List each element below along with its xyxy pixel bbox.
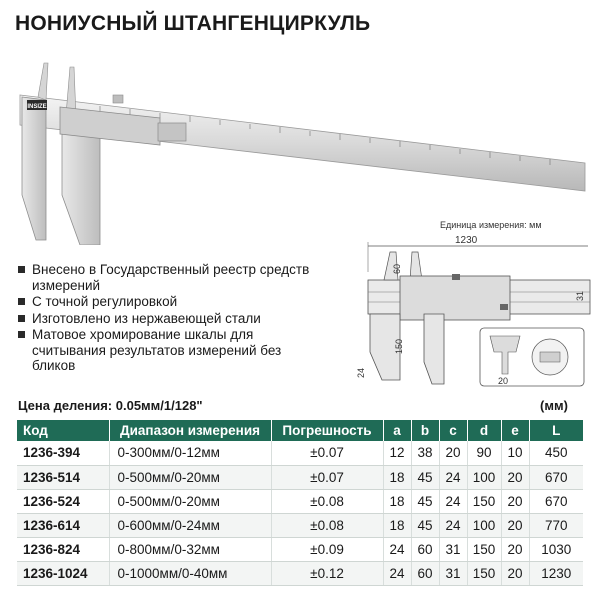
unit-label: Единица измерения: мм bbox=[440, 220, 542, 230]
cell-e: 20 bbox=[501, 561, 529, 585]
cell-c: 31 bbox=[439, 561, 467, 585]
header-e: e bbox=[501, 420, 529, 441]
cell-l: 670 bbox=[529, 465, 583, 489]
dim-height: 31 bbox=[575, 290, 585, 301]
cell-e: 20 bbox=[501, 537, 529, 561]
feature-item: С точной регулировкой bbox=[18, 294, 318, 310]
feature-item: Изготовлено из нержавеющей стали bbox=[18, 311, 318, 327]
cell-range: 0-800мм/0-32мм bbox=[109, 537, 271, 561]
cell-code: 1236-394 bbox=[17, 441, 109, 465]
cell-b: 60 bbox=[411, 537, 439, 561]
division-value: Цена деления: 0.05мм/1/128" bbox=[18, 398, 203, 413]
table-row bbox=[17, 465, 583, 489]
cell-c: 24 bbox=[439, 489, 467, 513]
cell-accuracy: ±0.07 bbox=[271, 441, 383, 465]
cell-accuracy: ±0.07 bbox=[271, 465, 383, 489]
cell-range: 0-300мм/0-12мм bbox=[109, 441, 271, 465]
cell-b: 45 bbox=[411, 489, 439, 513]
feature-list bbox=[18, 262, 318, 375]
technical-drawing bbox=[340, 212, 600, 392]
header-accuracy: Погрешность bbox=[271, 420, 383, 441]
spec-table bbox=[17, 420, 583, 586]
cell-a: 18 bbox=[383, 489, 411, 513]
cell-e: 20 bbox=[501, 489, 529, 513]
cell-b: 45 bbox=[411, 513, 439, 537]
cell-accuracy: ±0.08 bbox=[271, 513, 383, 537]
header-a: a bbox=[383, 420, 411, 441]
cell-l: 670 bbox=[529, 489, 583, 513]
cell-code: 1236-1024 bbox=[17, 561, 109, 585]
header-d: d bbox=[467, 420, 501, 441]
table-row bbox=[17, 537, 583, 561]
cell-e: 20 bbox=[501, 465, 529, 489]
cell-c: 31 bbox=[439, 537, 467, 561]
cell-range: 0-500мм/0-20мм bbox=[109, 465, 271, 489]
table-header-row bbox=[17, 420, 583, 441]
cell-c: 24 bbox=[439, 465, 467, 489]
cell-d: 150 bbox=[467, 561, 501, 585]
header-c: c bbox=[439, 420, 467, 441]
cell-b: 60 bbox=[411, 561, 439, 585]
cell-code: 1236-514 bbox=[17, 465, 109, 489]
cell-b: 45 bbox=[411, 465, 439, 489]
table-row bbox=[17, 441, 583, 465]
cell-e: 20 bbox=[501, 513, 529, 537]
header-l: L bbox=[529, 420, 583, 441]
cell-l: 770 bbox=[529, 513, 583, 537]
cell-accuracy: ±0.08 bbox=[271, 489, 383, 513]
cell-accuracy: ±0.09 bbox=[271, 537, 383, 561]
cell-code: 1236-824 bbox=[17, 537, 109, 561]
header-b: b bbox=[411, 420, 439, 441]
dim-length: 1230 bbox=[455, 235, 478, 246]
table-row bbox=[17, 513, 583, 537]
feature-item: Внесено в Государственный реестр средств измерений bbox=[18, 262, 318, 293]
cell-d: 100 bbox=[467, 513, 501, 537]
cell-a: 18 bbox=[383, 513, 411, 537]
cell-range: 0-600мм/0-24мм bbox=[109, 513, 271, 537]
cell-a: 24 bbox=[383, 537, 411, 561]
header-range: Диапазон измерения bbox=[109, 420, 271, 441]
units-label: (мм) bbox=[540, 398, 568, 413]
cell-a: 18 bbox=[383, 465, 411, 489]
table-row bbox=[17, 561, 583, 585]
brand-logo: INSIZE bbox=[27, 104, 47, 110]
cell-l: 450 bbox=[529, 441, 583, 465]
cell-a: 24 bbox=[383, 561, 411, 585]
dim-jaw: 150 bbox=[394, 338, 404, 354]
cell-d: 150 bbox=[467, 489, 501, 513]
cell-c: 24 bbox=[439, 513, 467, 537]
header-code: Код bbox=[17, 420, 109, 441]
cell-range: 0-500мм/0-20мм bbox=[109, 489, 271, 513]
cell-b: 38 bbox=[411, 441, 439, 465]
cell-l: 1030 bbox=[529, 537, 583, 561]
cell-l: 1230 bbox=[529, 561, 583, 585]
cell-code: 1236-614 bbox=[17, 513, 109, 537]
dim-tip: 24 bbox=[356, 367, 366, 378]
page-title: НОНИУСНЫЙ ШТАНГЕНЦИРКУЛЬ bbox=[15, 12, 371, 35]
cell-a: 12 bbox=[383, 441, 411, 465]
cell-d: 90 bbox=[467, 441, 501, 465]
dim-detail: 20 bbox=[498, 376, 509, 386]
cell-code: 1236-524 bbox=[17, 489, 109, 513]
cell-d: 100 bbox=[467, 465, 501, 489]
feature-item: Матовое хромирование шкалы для считывания результатов измерений без бликов bbox=[18, 327, 318, 374]
cell-e: 10 bbox=[501, 441, 529, 465]
cell-d: 150 bbox=[467, 537, 501, 561]
cell-range: 0-1000мм/0-40мм bbox=[109, 561, 271, 585]
cell-c: 20 bbox=[439, 441, 467, 465]
dim-top: 60 bbox=[392, 263, 402, 274]
cell-accuracy: ±0.12 bbox=[271, 561, 383, 585]
table-row bbox=[17, 489, 583, 513]
